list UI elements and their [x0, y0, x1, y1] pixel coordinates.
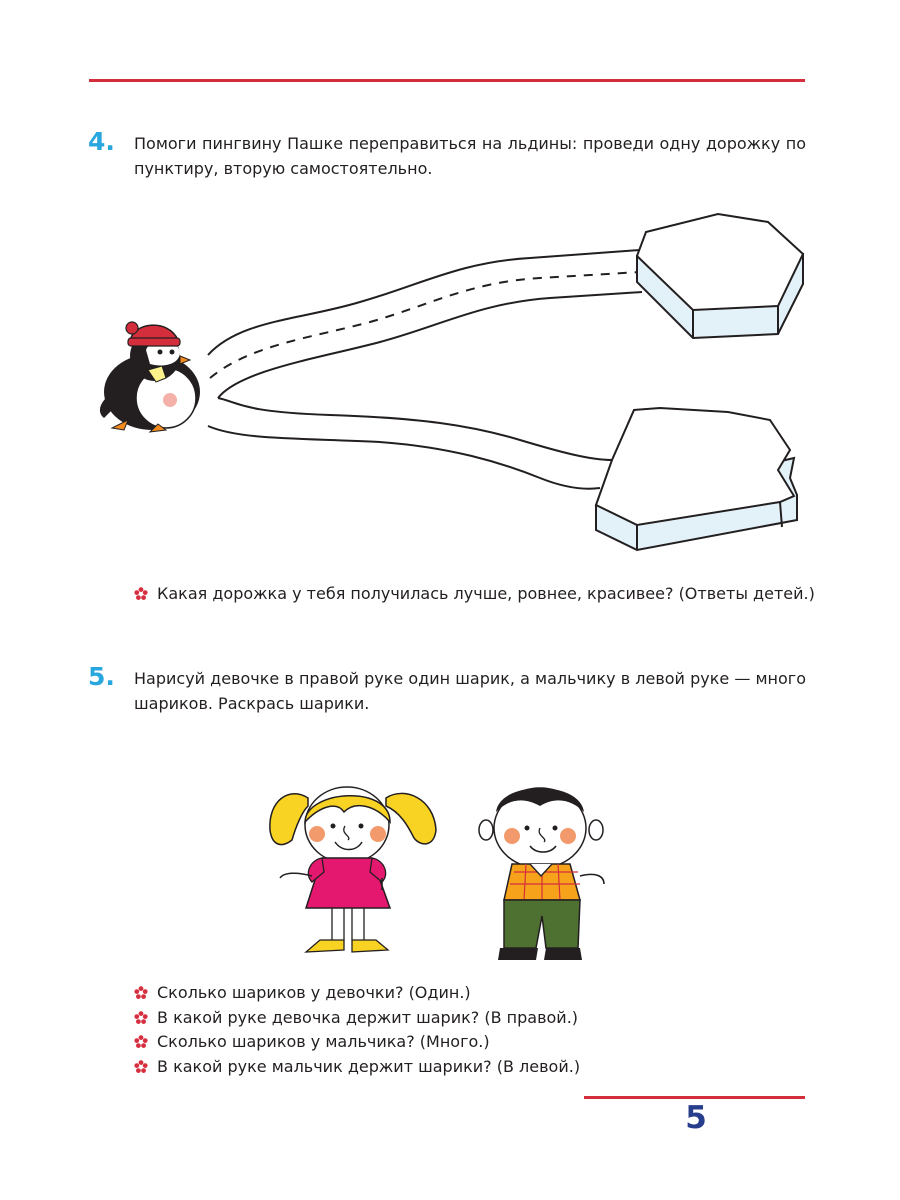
flower-bullet-icon [134, 1011, 148, 1025]
lower-path-top-edge [218, 398, 612, 460]
task-4 [88, 127, 806, 181]
bottom-rule [584, 1096, 805, 1099]
task-5-number: 5. [88, 662, 115, 691]
task-5 [88, 662, 806, 716]
upper-path-top-edge [208, 250, 640, 355]
list-item [134, 1030, 580, 1055]
task-5-instruction: Нарисуй девочке в правой руке один шарик, а мальчику в левой руке — много шариков. Раскрась шарики. [134, 669, 806, 713]
task-4-questions [134, 582, 815, 607]
girl-icon [270, 787, 436, 952]
task-5-questions [134, 981, 580, 1079]
list-item [134, 1055, 580, 1080]
top-rule [89, 79, 805, 82]
task-5-question-2: В какой руке девочка держит шарик? (В правой.) [157, 1007, 579, 1027]
task-5-question-3: Сколько шариков у мальчика? (Много.) [157, 1032, 490, 1051]
boy-icon [479, 788, 604, 960]
task-4-instruction: Помоги пингвину Пашке переправиться на льдины: проведи одну дорожку по пунктиру, вторую самостоятельно. [134, 134, 806, 178]
task-5-question-1: Сколько шариков у девочки? (Один.) [157, 983, 471, 1002]
penguin-icon [100, 322, 200, 432]
task-4-illustration [90, 205, 810, 565]
task-5-illustration [260, 765, 620, 970]
page-number: 5 [685, 1100, 707, 1136]
list-item [134, 1006, 580, 1031]
flower-bullet-icon [134, 1060, 148, 1074]
ice-floe-lower-icon [596, 408, 797, 550]
task-5-question-4: В какой руке мальчик держит шарики? (В левой.) [157, 1056, 581, 1076]
upper-path-bottom-edge [218, 292, 642, 398]
upper-path-dashed-guide [210, 272, 640, 378]
flower-bullet-icon [134, 587, 148, 601]
task-4-number: 4. [88, 127, 115, 156]
task-4-question-1: Какая дорожка у тебя получилась лучше, ровнее, красивее? (Ответы детей.) [157, 584, 815, 603]
flower-bullet-icon [134, 986, 148, 1000]
list-item [134, 582, 815, 607]
flower-bullet-icon [134, 1035, 148, 1049]
list-item [134, 981, 580, 1006]
lower-path-bottom-edge [208, 426, 600, 489]
ice-floe-upper-icon [637, 214, 803, 338]
